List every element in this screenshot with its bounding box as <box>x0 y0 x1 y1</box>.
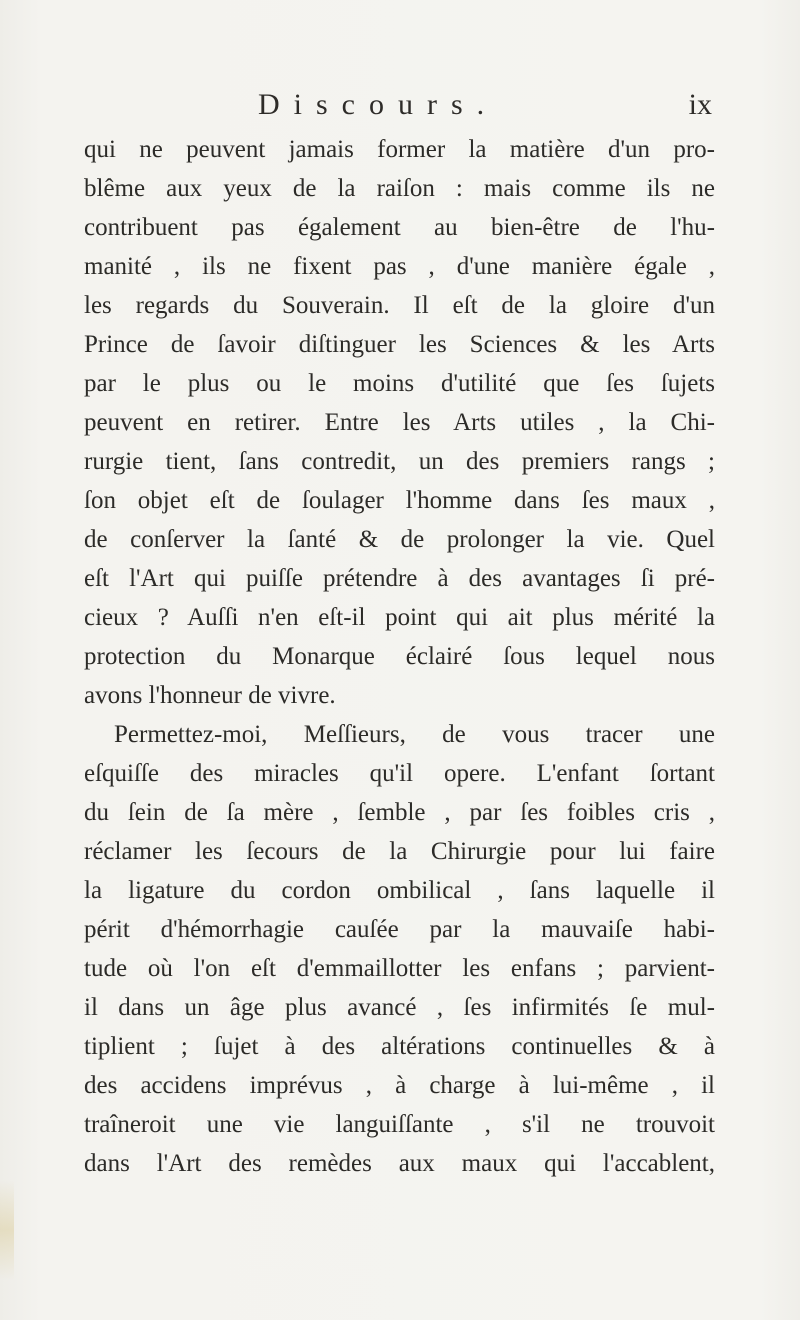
text-line: avons l'honneur de vivre. <box>84 682 336 709</box>
text-line: eſt l'Art qui puiſſe prétendre à des avantages ſi pré- <box>84 565 715 592</box>
text-line: blême aux yeux de la raiſon : mais comme ils ne <box>84 175 715 202</box>
running-title: Discours. <box>258 88 499 121</box>
text-line: dans l'Art des remèdes aux maux qui l'accablent, <box>84 1150 715 1177</box>
text-line: qui ne peuvent jamais former la matière d'un pro- <box>84 136 715 163</box>
text-line: Permettez-moi, Meſſieurs, de vous tracer une <box>114 721 715 748</box>
text-line: cieux ? Auſſi n'en eſt-il point qui ait plus mérité la <box>84 604 715 631</box>
text-line: de conſerver la ſanté & de prolonger la vie. Quel <box>84 526 715 553</box>
text-line: eſquiſſe des miracles qu'il opere. L'enfant ſortant <box>84 760 715 787</box>
text-line: tude où l'on eſt d'emmaillotter les enfans ; parvient- <box>84 955 715 982</box>
text-line: il dans un âge plus avancé , ſes infirmités ſe mul- <box>84 994 715 1021</box>
text-line: du ſein de ſa mère , ſemble , par ſes foibles cris , <box>84 799 715 826</box>
text-line: traîneroit une vie languiſſante , s'il ne trouvoit <box>84 1111 715 1138</box>
margin-stain <box>0 1180 14 1280</box>
text-line: la ligature du cordon ombilical , ſans laquelle il <box>84 877 715 904</box>
text-line: Prince de ſavoir diſtinguer les Sciences & les Arts <box>84 331 715 358</box>
text-line: rurgie tient, ſans contredit, un des premiers rangs ; <box>84 448 715 475</box>
text-line: des accidens imprévus , à charge à lui-même , il <box>84 1072 715 1099</box>
page-header <box>0 88 800 128</box>
text-line: tiplient ; ſujet à des altérations continuelles & à <box>84 1033 715 1060</box>
text-line: ſon objet eſt de ſoulager l'homme dans ſes maux , <box>84 487 715 514</box>
body-text <box>84 130 715 1183</box>
text-line: protection du Monarque éclairé ſous lequel nous <box>84 643 715 670</box>
text-line: périt d'hémorrhagie cauſée par la mauvaiſe habi- <box>84 916 715 943</box>
text-line: manité , ils ne fixent pas , d'une manière égale , <box>84 253 715 280</box>
text-line: les regards du Souverain. Il eſt de la gloire d'un <box>84 292 715 319</box>
text-line: réclamer les ſecours de la Chirurgie pour lui faire <box>84 838 715 865</box>
text-line: par le plus ou le moins d'utilité que ſes ſujets <box>84 370 715 397</box>
text-line: contribuent pas également au bien-être de l'hu- <box>84 214 715 241</box>
page-number: ix <box>688 88 712 121</box>
text-line: peuvent en retirer. Entre les Arts utiles , la Chi- <box>84 409 715 436</box>
